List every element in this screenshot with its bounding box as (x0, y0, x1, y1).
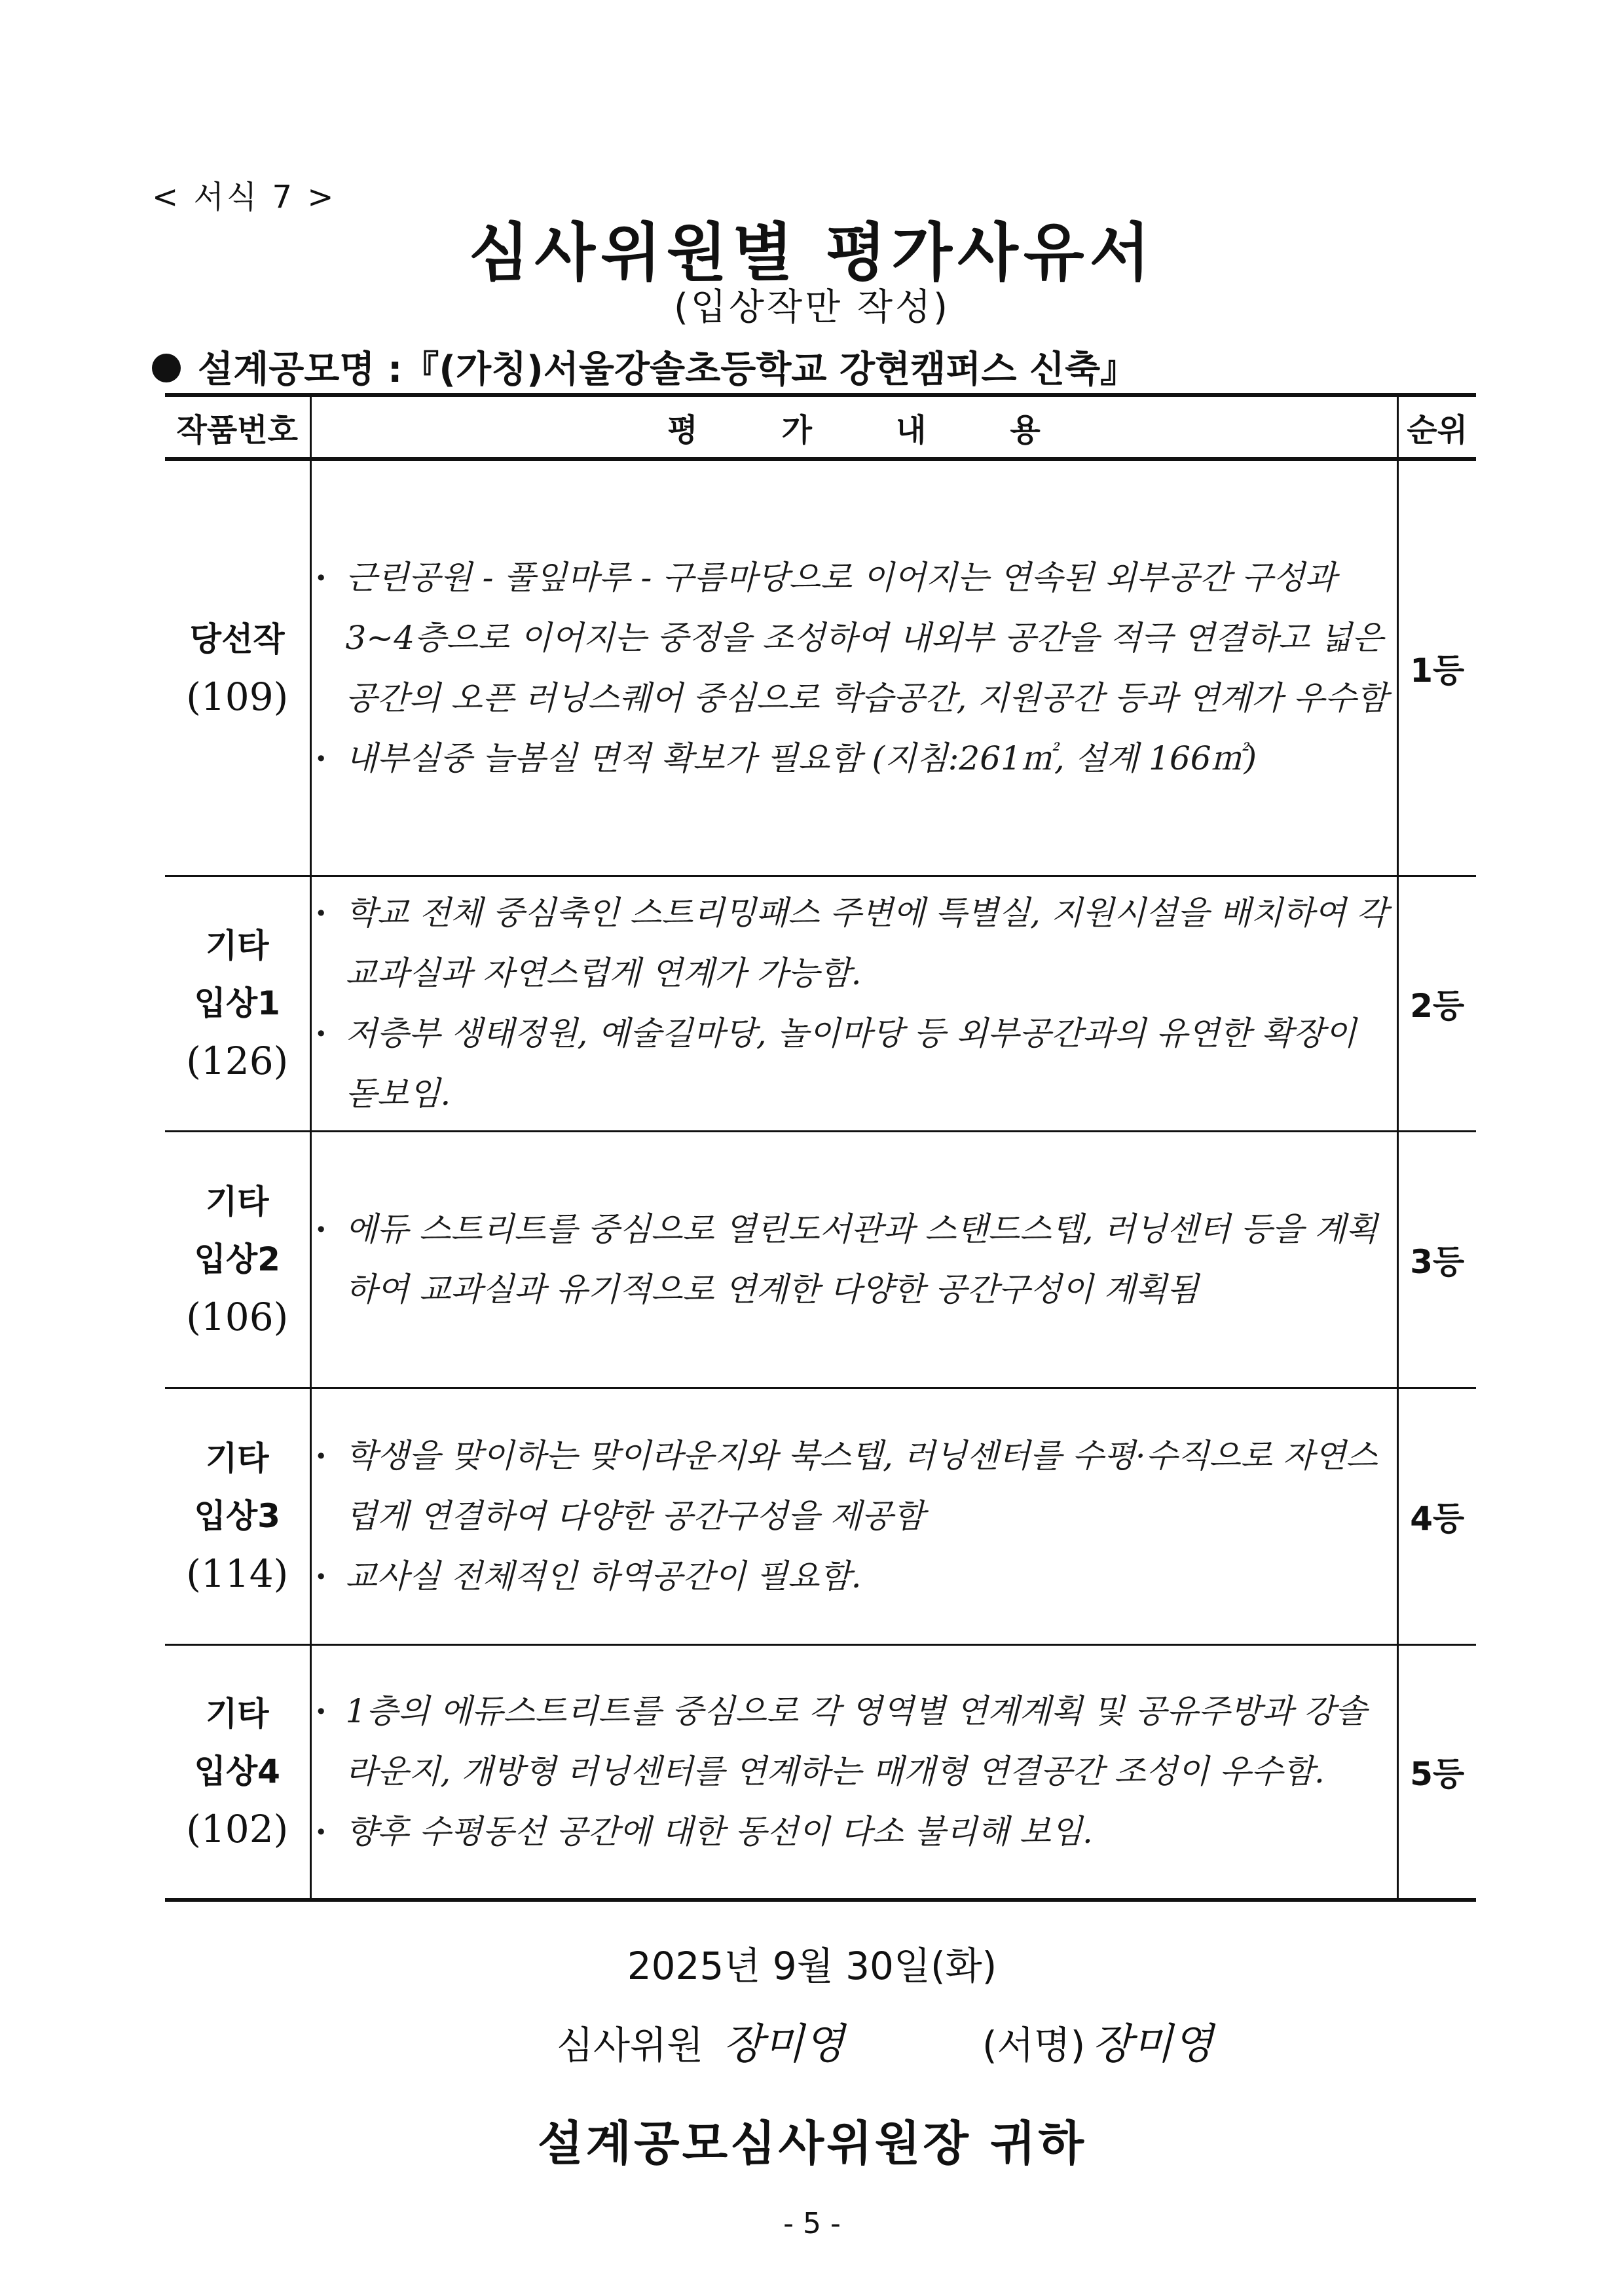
evaluation-table (165, 393, 1476, 1902)
entry-number: (114) (186, 1551, 289, 1596)
table-row (165, 876, 1476, 1131)
entry-label: 입상2 (194, 1240, 280, 1278)
document-subtitle: (입상작만 작성) (673, 286, 951, 329)
header-evaluation-content (310, 395, 1397, 459)
header-char: 내 (896, 411, 927, 449)
entry-number: (126) (186, 1039, 289, 1083)
header-entry-number: 작품번호 (165, 395, 310, 459)
header-char: 용 (1010, 411, 1041, 449)
entry-cell (165, 1388, 310, 1644)
rank-cell: 4등 (1397, 1388, 1476, 1644)
entry-label: 기타 (205, 927, 269, 965)
entry-label: 기타 (205, 1183, 269, 1221)
evaluation-item: · 저층부 생태정원, 예술길마당, 놀이마당 등 외부공간과의 유연한 확장이 돋보임. (312, 1003, 1397, 1124)
project-name: 『(가칭)서울강솔초등학교 강현캠퍼스 신축』 (402, 348, 1137, 391)
entry-label: 당선작 (189, 620, 285, 658)
entry-cell (165, 1131, 310, 1388)
sign-label: (서명) (982, 2023, 1086, 2067)
entry-label: 기타 (205, 1695, 269, 1733)
entry-label: 기타 (205, 1439, 269, 1477)
table-row (165, 1644, 1476, 1900)
document-title: 심사위원별 평가사유서 (468, 216, 1156, 289)
rank-cell: 1등 (1397, 459, 1476, 876)
table-row (165, 1131, 1476, 1388)
judge-name: 장미영 (723, 2020, 845, 2069)
header-char: 평 (667, 411, 698, 449)
judge-label: 심사위원 (557, 2023, 704, 2067)
header-char: 가 (781, 411, 812, 449)
evaluation-item: · 교사실 전체적인 하역공간이 필요함. (312, 1546, 1397, 1606)
evaluation-item: · 내부실중 늘봄실 면적 확보가 필요함 (지침:261㎡, 설계 166㎡) (312, 728, 1397, 788)
evaluation-item: · 향후 수평동선 공간에 대한 동선이 다소 불리해 보임. (312, 1802, 1397, 1862)
evaluation-item: · 에듀 스트리트를 중심으로 열린도서관과 스탠드스텝, 러닝센터 등을 계획하여 교과실과 유기적으로 연계한 다양한 공간구성이 계획됨 (312, 1199, 1397, 1320)
evaluation-item: · 1층의 에듀스트리트를 중심으로 각 영역별 연계계획 및 공유주방과 강솔라운지, 개방형 러닝센터를 연계하는 매개형 연결공간 조성이 우수함. (312, 1681, 1397, 1802)
table-header-row (165, 395, 1476, 459)
evaluation-item: · 학생을 맞이하는 맞이라운지와 북스텝, 러닝센터를 수평·수직으로 자연스럽게 연결하여 다양한 공간구성을 제공함 (312, 1426, 1397, 1546)
bullet-icon (152, 354, 181, 382)
entry-number: (106) (186, 1295, 289, 1339)
entry-cell (165, 876, 310, 1131)
signature: 장미영 (1092, 2020, 1213, 2069)
entry-cell (165, 459, 310, 876)
evaluation-content (310, 459, 1397, 876)
entry-label: 입상4 (194, 1752, 280, 1791)
evaluation-content (310, 1388, 1397, 1644)
signature-line (982, 2010, 1213, 2071)
evaluation-item: · 근린공원 - 풀잎마루 - 구름마당으로 이어지는 연속된 외부공간 구성과 3~4층으로 이어지는 중정을 조성하여 내외부 공간을 적극 연결하고 넓은 공간의 오픈 러닝스퀘어 중심으로 학습공간, 지원공간 등과 연계가 우수함 (312, 547, 1397, 728)
page-number: - 5 - (783, 2207, 841, 2240)
entry-number: (102) (186, 1807, 289, 1852)
form-number: < 서식 7 > (152, 179, 337, 215)
entry-number: (109) (186, 674, 289, 719)
evaluation-content (310, 1644, 1397, 1900)
project-line (152, 341, 1137, 393)
evaluation-item: · 학교 전체 중심축인 스트리밍패스 주변에 특별실, 지원시설을 배치하여 각 교과실과 자연스럽게 연계가 가능함. (312, 883, 1397, 1003)
judge-line (557, 2010, 845, 2071)
evaluation-content (310, 1131, 1397, 1388)
table-row (165, 459, 1476, 876)
entry-label: 입상1 (194, 984, 280, 1022)
table-row (165, 1388, 1476, 1644)
header-rank: 순위 (1397, 395, 1476, 459)
rank-cell: 2등 (1397, 876, 1476, 1131)
document-date: 2025년 9월 30일(화) (627, 1944, 997, 1988)
entry-label: 입상3 (194, 1497, 280, 1535)
project-label: 설계공모명 : (198, 348, 403, 391)
rank-cell: 5등 (1397, 1644, 1476, 1900)
evaluation-content (310, 876, 1397, 1131)
rank-cell: 3등 (1397, 1131, 1476, 1388)
addressee: 설계공모심사위원장 귀하 (537, 2116, 1087, 2171)
entry-cell (165, 1644, 310, 1900)
